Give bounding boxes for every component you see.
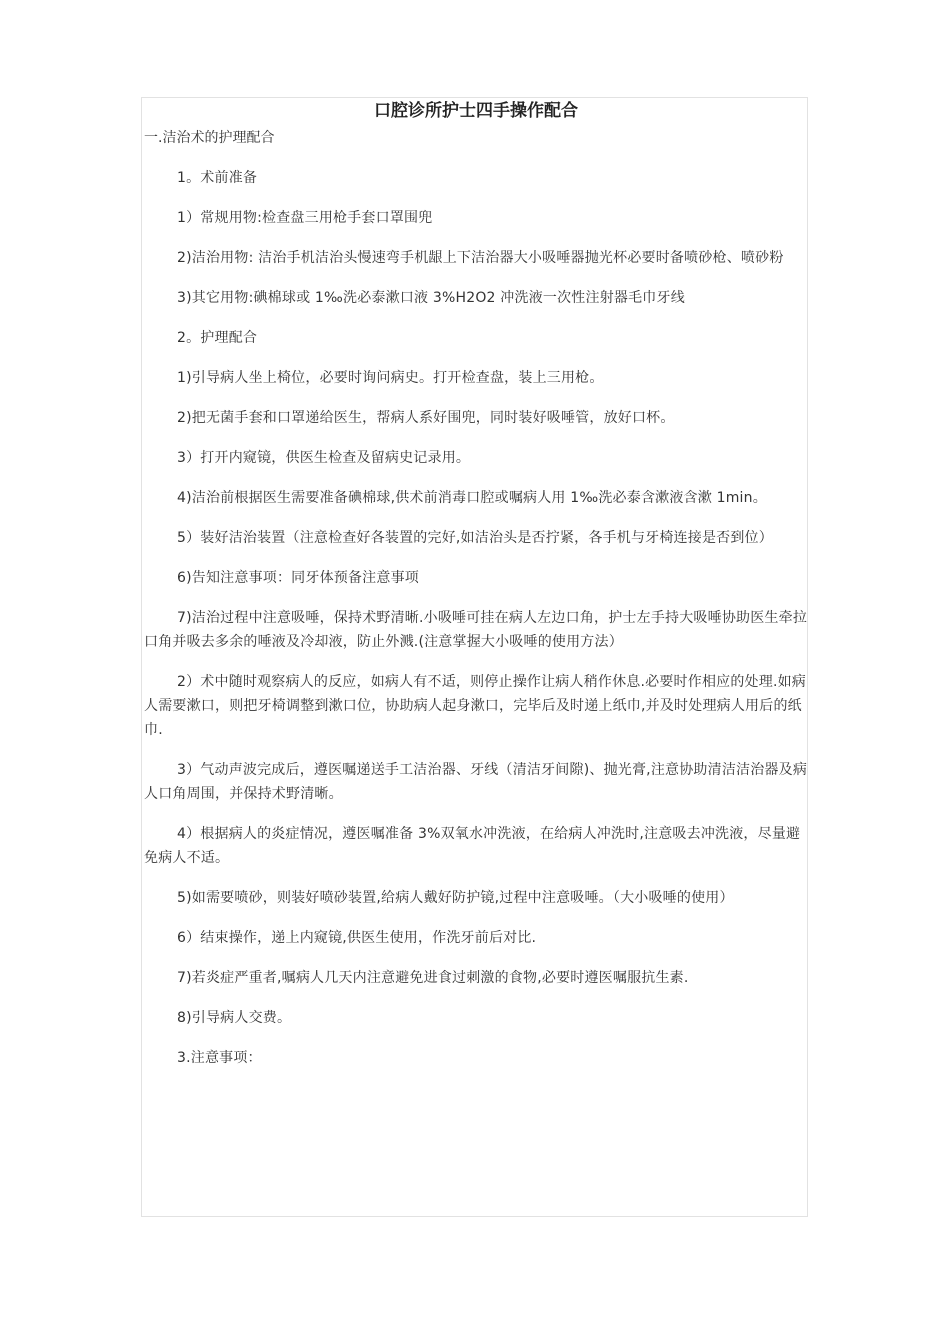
- paragraph: 4）根据病人的炎症情况，遵医嘱准备 3%双氧水冲洗液，在给病人冲洗时,注意吸去冲洗液，尽量避免病人不适。: [144, 826, 801, 866]
- paragraph: 5)如需要喷砂，则装好喷砂装置,给病人戴好防护镜,过程中注意吸唾。（大小吸唾的使用）: [177, 890, 734, 906]
- paragraph: 2）术中随时观察病人的反应，如病人有不适，则停止操作让病人稍作休息.必要时作相应的处理.如病人需要漱口，则把牙椅调整到漱口位，协助病人起身漱口，完毕后及时递上纸巾,并及时处理病人用后的纸巾.: [144, 674, 807, 738]
- paragraph: 8)引导病人交费。: [177, 1010, 292, 1026]
- paragraph: 6）结束操作，递上内窥镜,供医生使用，作洗牙前后对比.: [177, 930, 537, 946]
- paragraph: 5）装好洁治装置（注意检查好各装置的完好,如洁治头是否拧紧，各手机与牙椅连接是否到位）: [177, 530, 773, 546]
- document-title: 口腔诊所护士四手操作配合: [374, 101, 578, 121]
- document-content: [144, 99, 808, 1070]
- paragraph: 3）打开内窥镜，供医生检查及留病史记录用。: [177, 450, 471, 466]
- paragraph: 1。术前准备: [177, 170, 258, 186]
- section-heading: 一.洁治术的护理配合: [144, 130, 275, 146]
- paragraph: 1）常规用物:检查盘三用枪手套口罩围兜: [177, 210, 433, 226]
- paragraph: 2)洁治用物: 洁治手机洁治头慢速弯手机龈上下洁治器大小吸唾器抛光杯必要时备喷砂枪、喷砂粉: [177, 250, 784, 266]
- paragraph: 4)洁治前根据医生需要准备碘棉球,供术前消毒口腔或嘱病人用 1‰洗必泰含漱液含漱 1min。: [177, 490, 767, 506]
- paragraph: 7)若炎症严重者,嘱病人几天内注意避免进食过刺激的食物,必要时遵医嘱服抗生素.: [177, 970, 689, 986]
- paragraph: 6)告知注意事项：同牙体预备注意事项: [177, 570, 419, 586]
- paragraph: 2)把无菌手套和口罩递给医生，帮病人系好围兜，同时装好吸唾管，放好口杯。: [177, 410, 675, 426]
- paragraph: 2。护理配合: [177, 330, 258, 346]
- paragraph: 3)其它用物:碘棉球或 1‰洗必泰漱口液 3%H2O2 冲洗液一次性注射器毛巾牙线: [177, 290, 685, 306]
- paragraph: 3）气动声波完成后，遵医嘱递送手工洁治器、牙线（清洁牙间隙)、抛光膏,注意协助清洁洁治器及病人口角周围，并保持术野清晰。: [144, 762, 808, 802]
- paragraph: 1)引导病人坐上椅位，必要时询问病史。打开检查盘，装上三用枪。: [177, 370, 604, 386]
- paragraph: 3.注意事项：: [177, 1050, 262, 1066]
- paragraph: 7)洁治过程中注意吸唾，保持术野清晰.小吸唾可挂在病人左边口角，护士左手持大吸唾协助医生牵拉口角并吸去多余的唾液及冷却液，防止外溅.(注意掌握大小吸唾的使用方法）: [144, 610, 808, 650]
